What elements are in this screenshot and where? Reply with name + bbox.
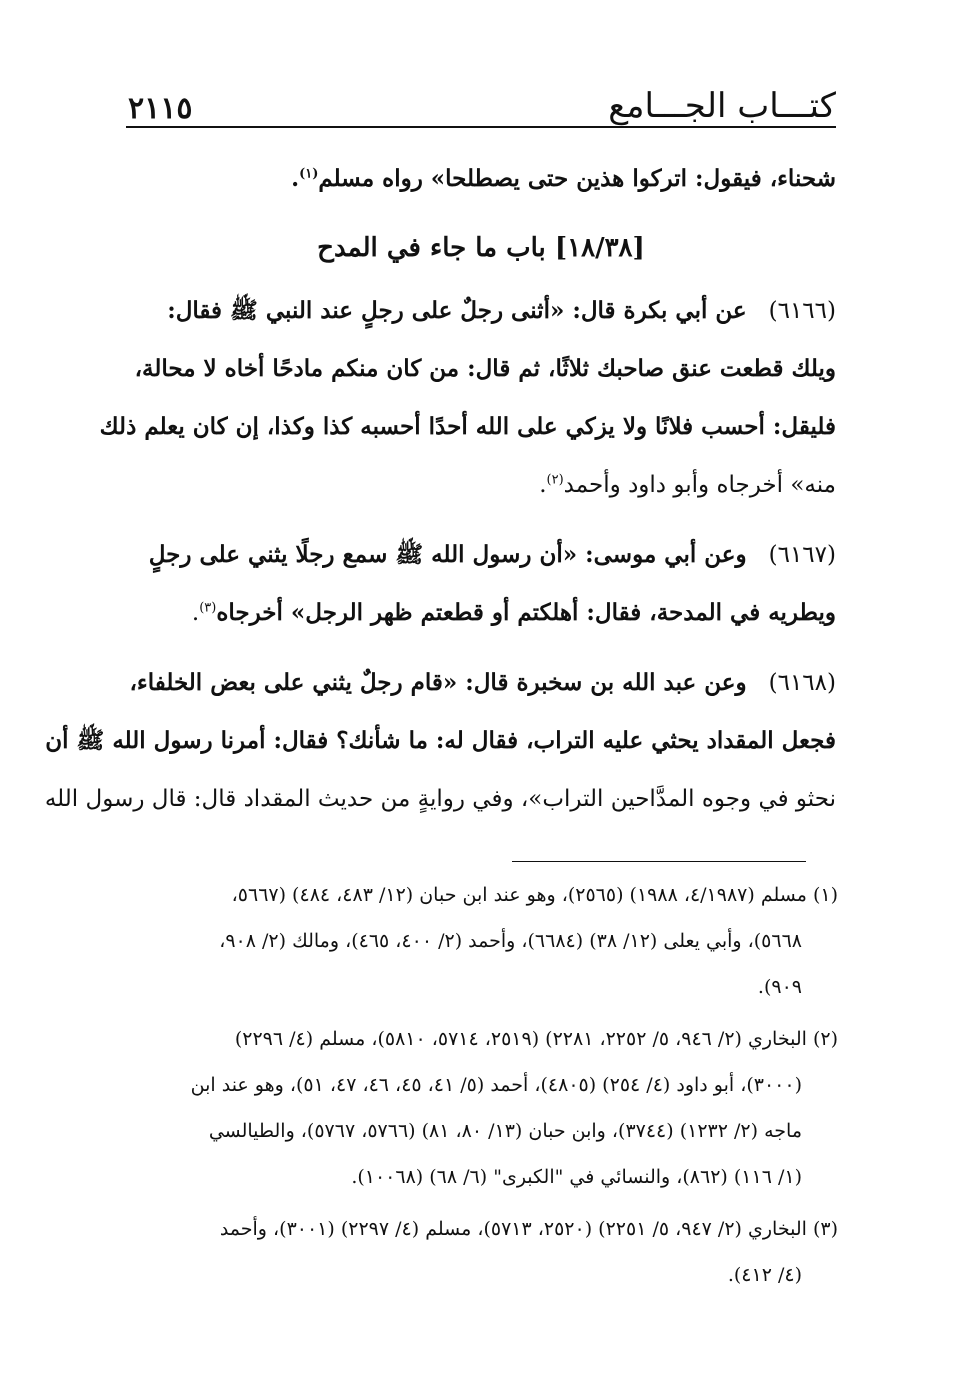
footnote-line: ماجه (٢/ ١٢٣٢) (٣٧٤٤)، وابن حبان (١٣/ ٨٠، ٨١) (٥٧٦٦، ٥٧٦٧)، والطيالسي [208, 1120, 802, 1142]
footnote-3 [126, 1206, 838, 1298]
footnote-line: (١/ ١١٦) (٨٦٢)، والنسائي في "الكبرى" (٦/ ٦٨) (١٠٠٦٨). [351, 1166, 802, 1188]
running-title: كتـــاب الجـــامع [608, 86, 836, 126]
footnote-1 [126, 872, 838, 1010]
hadith-text-line: منه» أخرجاه وأبو داود وأحمد [563, 472, 836, 498]
hadith-number: (٦١٦٨) [768, 670, 836, 696]
page-header [128, 82, 836, 126]
intro-paragraph: شحناء، فيقول: اتركوا هذين حتى يصطلحا» رواه مسلم$^{(١)}$. [291, 165, 836, 192]
hadith-text-line: عن أبي بكرة قال: «أثنى رجلٌ على رجلٍ عند النبي ﷺ فقال: [167, 297, 747, 324]
page-number: ٢١١٥ [128, 91, 193, 126]
hadith-6166: (٦١٦٦)عن أبي بكرة قال: «أثنى رجلٌ على رجلٍ عند النبي ﷺ فقال: ويلك قطعت عنق صاحبك ثلاثًا، ثم قال: من كان منكم مادحًا أخاه لا محالة، فليقل: أحسب فلانًا ولا يزكي على الله أحدًا أحسبه كذا وكذا، إن كان يعلم ذلك منه» أخرجاه وأبو داود وأحمد$^{(٢)}$. [126, 282, 836, 514]
hadith-text-line: ويطريه في المدحة، فقال: أهلكتم أو قطعتم ظهر الرجل» أخرجاه [216, 599, 836, 626]
header-rule [126, 126, 836, 128]
hadith-6167: (٦١٦٧)وعن أبي موسى: «أن رسول الله ﷺ سمع رجلًا يثني على رجلٍ ويطريه في المدحة، فقال: أهلكتم أو قطعتم ظهر الرجل» أخرجاه$^{(٣)}$. [126, 526, 836, 642]
hadith-number: (٦١٦٦) [768, 298, 836, 324]
footnote-line: (٣) البخاري (٢/ ٩٤٧، ٥/ ٢٢٥١) (٢٥٢٠، ٥٧١٣)، مسلم (٤/ ٢٢٩٧) (٣٠٠١)، وأحمد [219, 1218, 838, 1240]
footnote-rule [512, 861, 806, 862]
hadith-text-line: فليقل: أحسب فلانًا ولا يزكي على الله أحدًا أحسبه كذا وكذا، إن كان يعلم ذلك [99, 413, 836, 440]
footnote-line: ٩٠٩). [757, 976, 802, 998]
hadith-text-line: ويلك قطعت عنق صاحبك ثلاثًا، ثم قال: من كان منكم مادحًا أخاه لا محالة، [134, 355, 836, 382]
footnote-line: (١) مسلم (٤/١٩٨٧، ١٩٨٨) (٢٥٦٥)، وهو عند ابن حبان (١٢/ ٤٨٣، ٤٨٤) (٥٦٦٧، [231, 884, 838, 906]
hadith-text-line: وعن عبد الله بن سخبرة قال: «قام رجلٌ يثني على بعض الخلفاء، [129, 669, 747, 696]
footnote-line: (٤/ ٤١٢). [727, 1264, 802, 1286]
hadith-text-line: وعن أبي موسى: «أن رسول الله ﷺ سمع رجلًا يثني على رجلٍ [148, 541, 747, 568]
footnote-2 [126, 1016, 838, 1200]
hadith-text-line: فجعل المقداد يحثي عليه التراب، فقال له: ما شأنك؟ فقال: أمرنا رسول الله ﷺ أن [45, 727, 836, 754]
hadith-text-line: نحثو في وجوه المدَّاحين التراب»، وفي روايةٍ من حديث المقداد قال: قال رسول الله [44, 786, 836, 812]
footnotes [126, 872, 838, 1304]
main-text [44, 150, 836, 828]
chapter-heading: [١٨/٣٨] باب ما جاء في المدح [317, 233, 645, 263]
footnote-line: (٢) البخاري (٢/ ٩٤٦، ٥/ ٢٢٥٢، ٢٢٨١) (٢٥١٩، ٥٧١٤، ٥٨١٠)، مسلم (٤/ ٢٢٩٦) [234, 1028, 838, 1050]
footnote-ref: (٢) [546, 472, 564, 488]
footnote-ref: (١) [299, 166, 319, 182]
footnote-ref: (٣) [199, 600, 217, 616]
hadith-number: (٦١٦٧) [768, 542, 836, 568]
footnote-line: ٥٦٦٨)، وأبي يعلى (١٢/ ٣٨) (٦٦٨٤)، وأحمد (٢/ ٤٠٠، ٤٦٥)، ومالك (٢/ ٩٠٨، [219, 930, 802, 952]
intro-line: شحناء، فيقول: اتركوا هذين حتى يصطلحا» رواه مسلم [318, 165, 836, 192]
footnote-line: (٣٠٠٠)، أبو داود (٤/ ٢٥٤) (٤٨٠٥)، أحمد (٥/ ٤١، ٤٥، ٤٦، ٤٧، ٥١)، وهو عند ابن [190, 1074, 802, 1096]
hadith-6168 [44, 654, 836, 828]
